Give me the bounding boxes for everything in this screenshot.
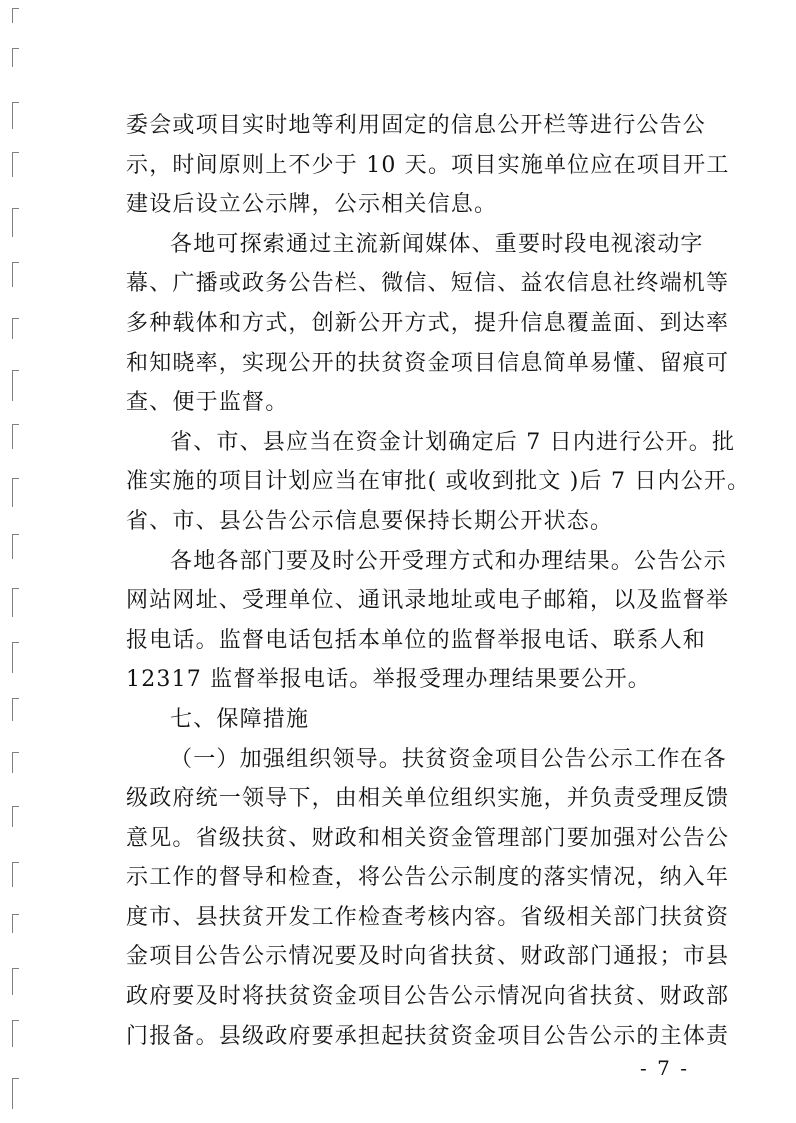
text-line: 和知晓率，实现公开的扶贫资金项目信息简单易懂、留痕可 — [126, 350, 730, 376]
text-line: 准实施的项目计划应当在审批( 或收到批文 )后 7 日内公开。 — [126, 469, 751, 495]
text-line: 政府要及时将扶贫资金项目公告公示情况向省扶贫、财政部 — [126, 984, 730, 1010]
binding-mark — [12, 262, 19, 287]
text-line: 示工作的督导和检查，将公告公示制度的落实情况，纳入年 — [126, 865, 730, 891]
text-line: 报电话。监督电话包括本单位的监督举报电话、联系人和 — [126, 627, 707, 653]
text-line: 各地各部门要及时公开受理方式和办理结果。公告公示 — [170, 548, 727, 574]
binding-mark — [12, 208, 19, 237]
binding-mark — [12, 370, 19, 401]
binding-mark — [12, 752, 19, 773]
binding-marks — [0, 0, 40, 1123]
binding-mark — [12, 152, 19, 177]
text-line: 多种载体和方式，创新公开方式，提升信息覆盖面、到达率 — [126, 310, 730, 336]
text-line: 级政府统一领导下，由相关单位组织实施，并负责受理反馈 — [126, 786, 730, 812]
text-line: 意见。省级扶贫、财政和相关资金管理部门要加强对公告公 — [126, 825, 730, 851]
binding-mark — [12, 806, 19, 827]
text-line: 省、市、县应当在资金计划确定后 7 日内进行公开。批 — [170, 429, 736, 455]
section-heading: 七、保障措施 — [170, 706, 310, 732]
binding-mark — [12, 478, 19, 507]
page-number: - 7 - — [640, 1056, 689, 1080]
binding-mark — [12, 102, 19, 129]
binding-mark — [12, 1078, 19, 1109]
binding-mark — [12, 588, 19, 617]
binding-mark — [12, 424, 19, 449]
text-line: 示，时间原则上不少于 10 天。项目实施单位应在项目开工 — [126, 152, 730, 178]
binding-mark — [12, 698, 19, 721]
text-line: 委会或项目实时地等利用固定的信息公开栏等进行公告公 — [126, 113, 707, 138]
text-line: （一）加强组织领导。扶贫资金项目公告公示工作在各 — [170, 746, 727, 772]
text-line: 建设后设立公示牌，公示相关信息。 — [126, 192, 498, 218]
binding-mark — [12, 642, 19, 673]
text-line: 幕、广播或政务公告栏、微信、短信、益农信息社终端机等 — [126, 271, 730, 297]
text-line: 省、市、县公告公示信息要保持长期公开状态。 — [126, 508, 614, 534]
binding-mark — [12, 914, 19, 933]
binding-mark — [12, 862, 19, 887]
text-line: 12317 监督举报电话。举报受理办理结果要公开。 — [126, 667, 651, 693]
document-body — [126, 106, 751, 1056]
binding-mark — [12, 968, 19, 995]
binding-mark — [12, 318, 19, 339]
text-line: 查、便于监督。 — [126, 390, 289, 416]
text-line: 网站网址、受理单位、通讯录地址或电子邮箱，以及监督举 — [126, 588, 730, 614]
text-line: 度市、县扶贫开发工作检查考核内容。省级相关部门扶贫资 — [126, 904, 730, 930]
text-line: 各地可探索通过主流新闻媒体、重要时段电视滚动字 — [170, 231, 704, 257]
binding-mark — [12, 8, 19, 23]
text-line: 金项目公告公示情况要及时向省扶贫、财政部门通报；市县 — [126, 944, 730, 970]
text-line: 门报备。县级政府要承担起扶贫资金项目公告公示的主体责 — [126, 1023, 730, 1049]
binding-mark — [12, 534, 19, 559]
binding-mark — [12, 1020, 19, 1047]
binding-mark — [12, 48, 19, 67]
